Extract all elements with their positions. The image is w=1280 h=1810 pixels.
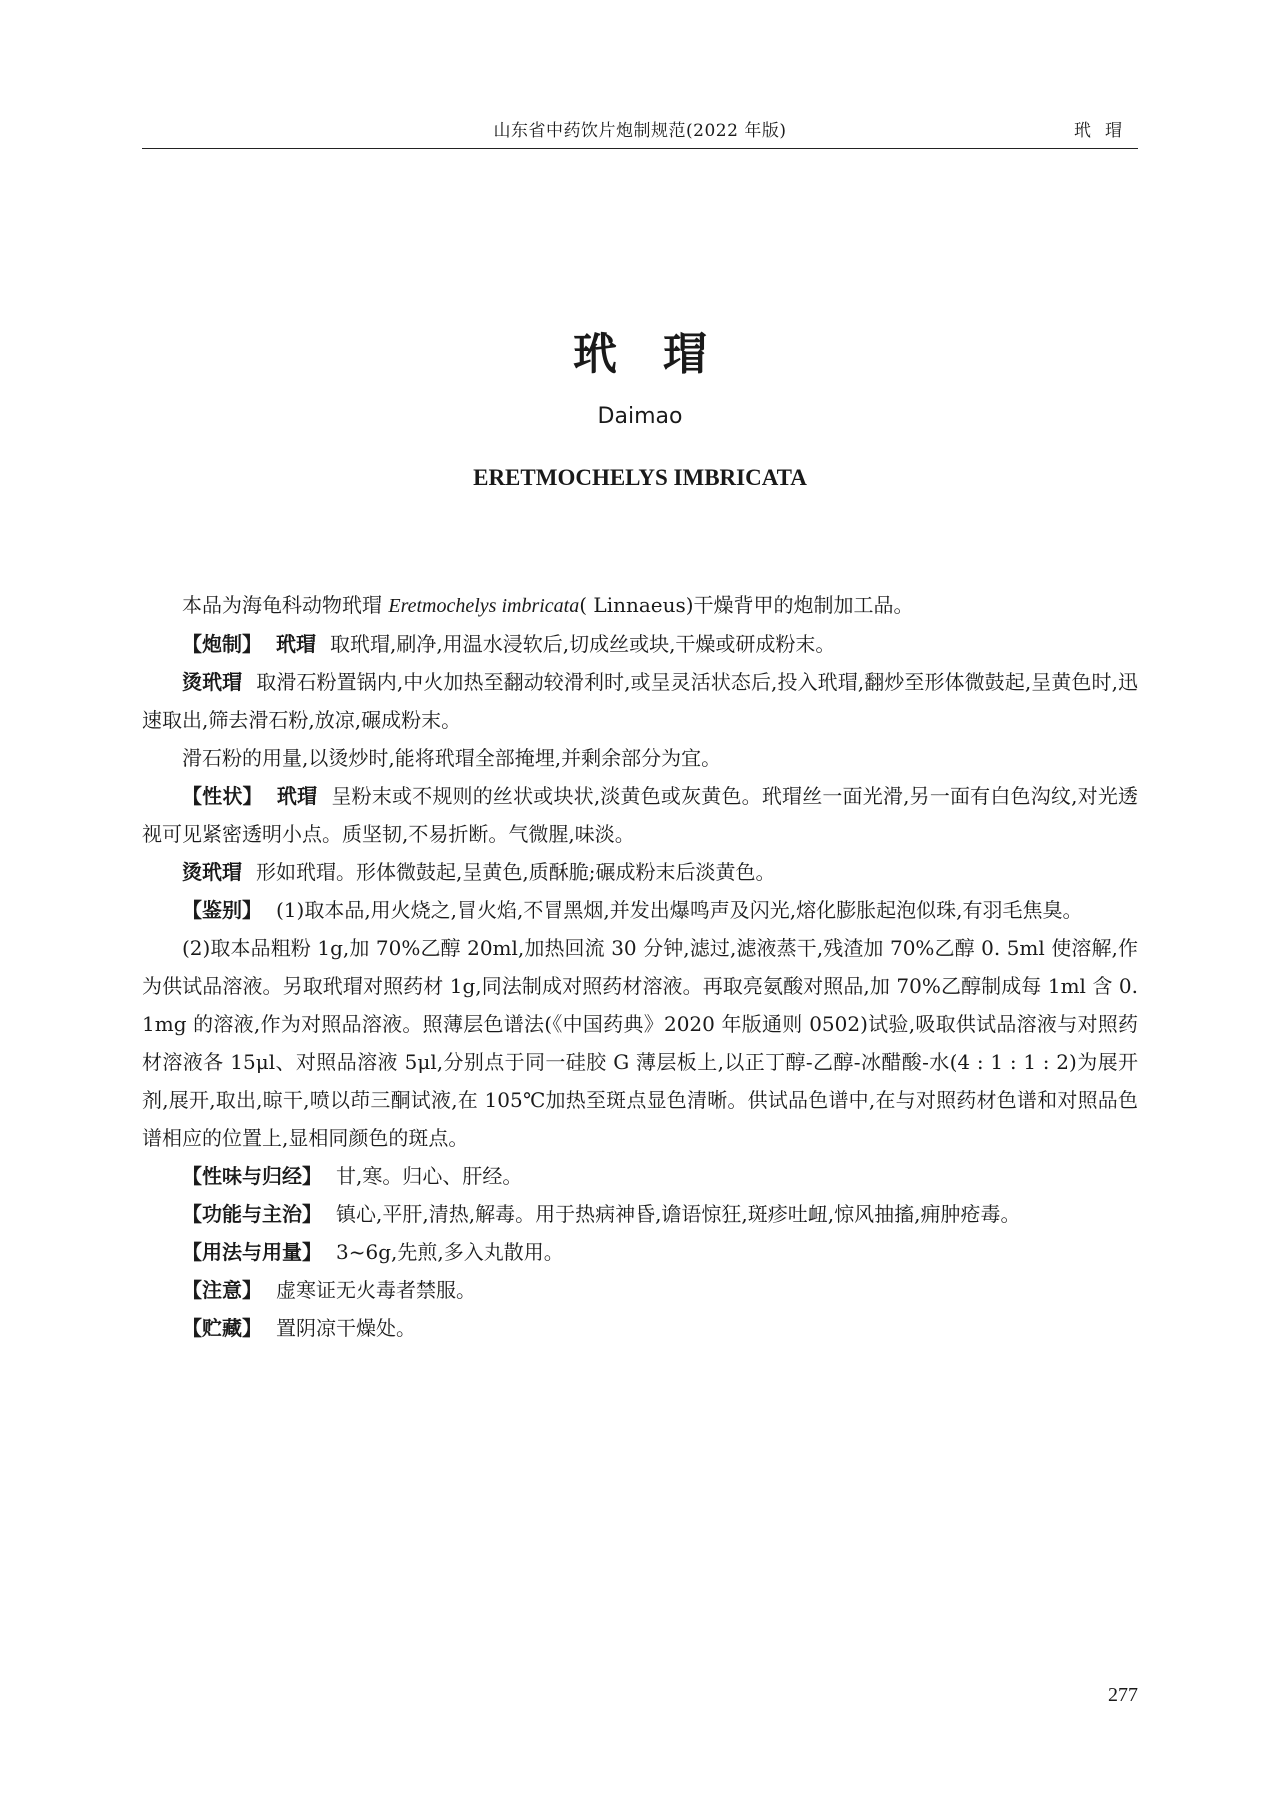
functions-section	[142, 1195, 1138, 1233]
description-sub-scalded: 烫玳瑁	[182, 860, 242, 884]
precautions-label: 【注意】	[182, 1278, 262, 1302]
processing-label: 【炮制】	[182, 632, 262, 656]
usage-text: 3~6g,先煎,多入丸散用。	[336, 1240, 564, 1264]
description-text-raw: 呈粉末或不规则的丝状或块状,淡黄色或灰黄色。玳瑁丝一面光滑,另一面有白色沟纹,对光透视可见紧密透明小点。质坚韧,不易折断。气微腥,味淡。	[142, 784, 1139, 846]
processing-sub-scalded: 烫玳瑁	[182, 670, 243, 694]
intro-text-before: 本品为海龟科动物玳瑁	[182, 593, 382, 617]
identification-label: 【鉴别】	[182, 898, 262, 922]
monograph-body	[142, 586, 1138, 1347]
intro-paragraph	[142, 586, 1138, 625]
identification-text-2: (2)取本品粗粉 1g,加 70%乙醇 20ml,加热回流 30 分钟,滤过,滤液蒸干,残渣加 70%乙醇 0. 5ml 使溶解,作为供试品溶液。另取玳瑁对照药材 1g,同法制成对照药材溶液。再取亮氨酸对照品,加 70%乙醇制成每 1ml 含 0. 1mg 的溶液,作为对照品溶液。照薄层色谱法(《中国药典》2020 年版通则 0502)试验,吸取供试品溶液与对照药材溶液各 15μl、对照品溶液 5μl,分别点于同一硅胶 G 薄层板上,以正丁醇-乙醇-冰醋酸-水(4 : 1 : 1 : 2)为展开剂,展开,取出,晾干,喷以茚三酮试液,在 105℃加热至斑点显色清晰。供试品色谱中,在与对照药材色谱和对照品色谱相应的位置上,显相同颜色的斑点。	[142, 936, 1138, 1150]
latin-name: ERETMOCHELYS IMBRICATA	[473, 465, 807, 490]
processing-sub-raw: 玳瑁	[276, 632, 316, 656]
page-number: 277	[1108, 1684, 1138, 1706]
description-label: 【性状】	[182, 784, 263, 808]
running-header-book-title: 山东省中药饮片炮制规范(2022 年版)	[493, 121, 787, 141]
functions-label: 【功能与主治】	[182, 1202, 322, 1226]
running-header	[142, 112, 1138, 149]
identification-section	[142, 891, 1138, 929]
usage-label: 【用法与用量】	[182, 1240, 322, 1264]
storage-text: 置阴凉干燥处。	[276, 1316, 416, 1340]
processing-note: 滑石粉的用量,以烫炒时,能将玳瑁全部掩埋,并剩余部分为宜。	[182, 746, 722, 770]
intro-text-after: ( Linnaeus)干燥背甲的炮制加工品。	[579, 593, 914, 617]
precautions-text: 虚寒证无火毒者禁服。	[276, 1278, 476, 1302]
running-header-drug-name: 玳瑁	[1074, 121, 1136, 141]
processing-text-raw: 取玳瑁,刷净,用温水浸软后,切成丝或块,干燥或研成粉末。	[330, 632, 836, 656]
pinyin-name: Daimao	[597, 404, 683, 429]
storage-label: 【贮藏】	[182, 1316, 262, 1340]
description-text-scalded: 形如玳瑁。形体微鼓起,呈黄色,质酥脆;碾成粉末后淡黄色。	[256, 860, 776, 884]
description-section	[142, 777, 1138, 853]
processing-text-scalded: 取滑石粉置锅内,中火加热至翻动较滑利时,或呈灵活状态后,投入玳瑁,翻炒至形体微鼓起,呈黄色时,迅速取出,筛去滑石粉,放凉,碾成粉末。	[142, 670, 1138, 732]
description-scalded	[142, 853, 1138, 891]
nature-meridian-section	[142, 1157, 1138, 1195]
identification-text-1: (1)取本品,用火烧之,冒火焰,不冒黑烟,并发出爆鸣声及闪光,熔化膨胀起泡似珠,有羽毛焦臭。	[276, 898, 1083, 922]
processing-section	[142, 625, 1138, 663]
page-title: 玳瑁	[573, 329, 753, 380]
nature-meridian-label: 【性味与归经】	[182, 1164, 322, 1188]
precautions-section	[142, 1271, 1138, 1309]
storage-section	[142, 1309, 1138, 1347]
species-name: Eretmochelys imbricata	[388, 595, 580, 617]
description-sub-raw: 玳瑁	[276, 784, 318, 808]
functions-text: 镇心,平肝,清热,解毒。用于热病神昏,谵语惊狂,斑疹吐衄,惊风抽搐,痈肿疮毒。	[336, 1202, 1021, 1226]
nature-meridian-text: 甘,寒。归心、肝经。	[336, 1164, 523, 1188]
usage-section	[142, 1233, 1138, 1271]
processing-scalded	[142, 663, 1138, 739]
